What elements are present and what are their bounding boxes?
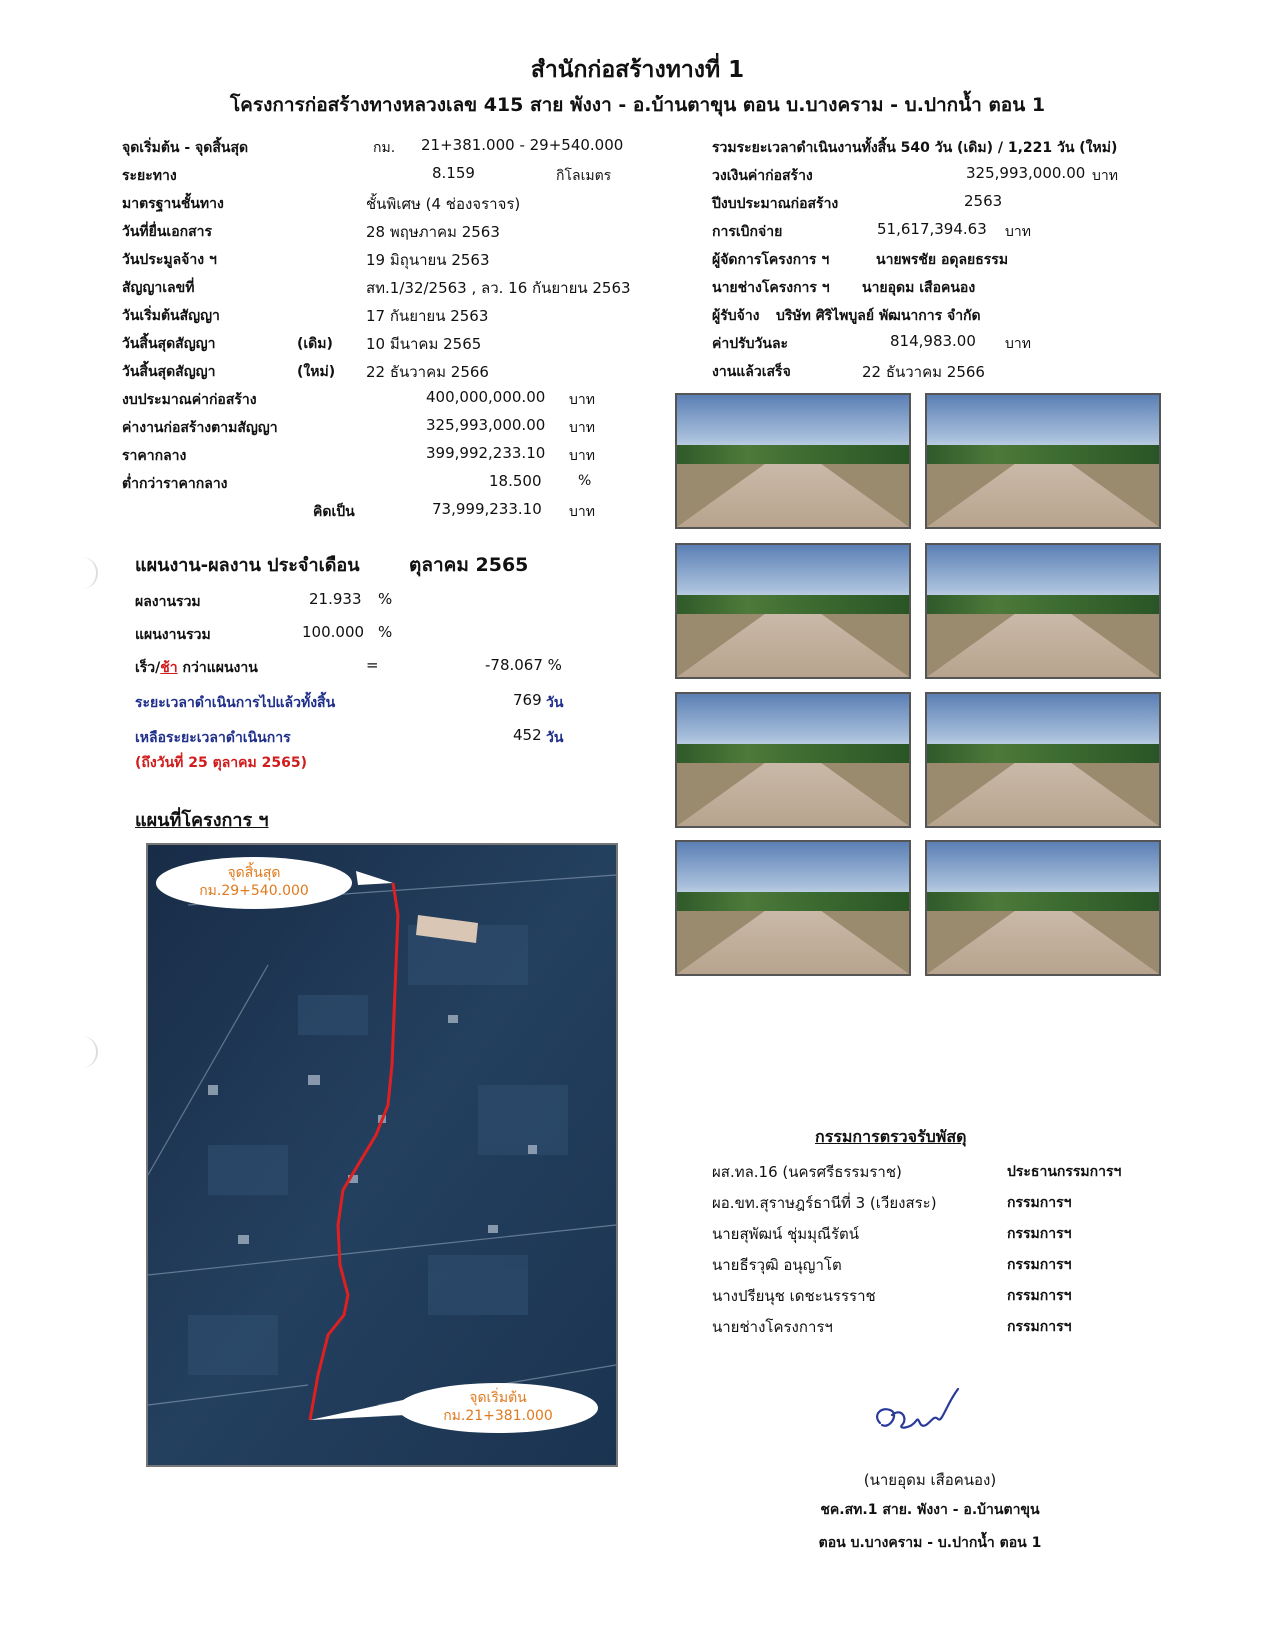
satellite-map-image [148,845,616,1465]
committee-member-name: นางปรียนุช เดชะนรรราช [712,1287,876,1305]
committee-member-role: กรรมการฯ [1007,1257,1072,1273]
right-budget-label: วงเงินค่าก่อสร้าง [712,168,813,184]
contractor-label: ผู้รับจ้าง [712,308,760,324]
map-end-label: จุดสิ้นสุด [227,865,281,881]
progress-heading: แผนงาน-ผลงาน ประจำเดือน [135,555,360,576]
calc-unit: บาท [569,504,595,520]
bid-value: 19 มิถุนายน 2563 [366,251,490,269]
site-photo [675,840,911,976]
committee-heading: กรรมการตรวจรับพัสดุ [815,1127,967,1146]
calc-value: 73,999,233.10 [432,500,542,518]
end-old-label: วันสิ้นสุดสัญญา [122,336,216,352]
contract-value: สท.1/32/2563 , ลว. 16 กันยายน 2563 [366,279,631,297]
submit-value: 28 พฤษภาคม 2563 [366,223,500,241]
budget-unit: บาท [569,392,595,408]
end-new-label: วันสิ้นสุดสัญญา [122,364,216,380]
committee-member-name: นายสุพัฒน์ ชุ่มมุณีรัตน์ [712,1225,860,1243]
end-new-tag: (ใหม่) [297,364,336,380]
submit-label: วันที่ยื่นเอกสาร [122,224,213,240]
fiscal-year-value: 2563 [964,192,1003,210]
manager-label: ผู้จัดการโครงการ ฯ [712,252,830,268]
punch-hole-mark [66,1036,98,1068]
project-title: โครงการก่อสร้างทางหลวงเลข 415 สาย พังงา - อ.บ้านตาขุน ตอน บ.บางคราม - บ.ปากน้ำ ตอน 1 [229,94,1046,116]
completion-label: งานแล้วเสร็จ [712,364,791,380]
punch-hole-mark [66,557,98,589]
engineer-value: นายอุดม เสือคนอง [862,280,976,296]
handwritten-signature [868,1385,968,1445]
start-end-unit: กม. [373,140,396,156]
distance-value: 8.159 [432,164,475,182]
manager-value: นายพรชัย อดุลยธรรม [876,252,1009,268]
actual-unit: % [378,590,393,608]
completion-value: 22 ธันวาคม 2566 [862,363,985,381]
plan-unit: % [378,623,393,641]
plan-label: แผนงานรวม [135,627,211,643]
remaining-label: เหลือระยะเวลาดำเนินการ [135,730,291,746]
distance-unit: กิโลเมตร [556,168,612,184]
elapsed-unit: วัน [546,695,564,711]
map-start-label: จุดเริ่มต้น [469,1390,527,1406]
fine-unit: บาท [1005,336,1031,352]
disbursement-unit: บาท [1005,224,1031,240]
right-budget-value: 325,993,000.00 [966,164,1086,182]
committee-member-role: ประธานกรรมการฯ [1007,1164,1122,1180]
progress-month: ตุลาคม 2565 [409,554,529,576]
distance-label: ระยะทาง [122,168,177,184]
map-start-km: กม.21+381.000 [443,1408,553,1424]
signer-name: (นายอุดม เสือคนอง) [863,1471,997,1489]
committee-member-name: ผส.ทล.16 (นครศรีธรรมราช) [712,1163,902,1181]
project-map [146,843,618,1467]
end-old-tag: (เดิม) [297,336,333,352]
plan-value: 100.000 [302,623,365,641]
bid-label: วันประมูลจ้าง ฯ [122,252,217,268]
map-end-callout [156,857,352,909]
end-new-value: 22 ธันวาคม 2566 [366,363,489,381]
remaining-unit: วัน [546,730,564,746]
committee-member-role: กรรมการฯ [1007,1226,1072,1242]
diff-label-fast: เร็ว/ [135,660,161,676]
site-photo [925,393,1161,529]
contract-cost-value: 325,993,000.00 [426,416,546,434]
diff-value: -78.067 % [485,656,562,674]
map-start-callout [398,1383,598,1433]
fine-value: 814,983.00 [890,332,976,350]
site-photo [925,840,1161,976]
remaining-value: 452 [513,726,542,744]
disbursement-label: การเบิกจ่าย [712,224,783,240]
duration-text: รวมระยะเวลาดำเนินงานทั้งสิ้น 540 วัน (เดิม) / 1,221 วัน (ใหม่) [712,140,1118,156]
site-photo [675,393,911,529]
committee-member-role: กรรมการฯ [1007,1319,1072,1335]
elapsed-label: ระยะเวลาดำเนินการไปแล้วทั้งสิ้น [135,695,336,711]
committee-member-name: นายช่างโครงการฯ [712,1318,833,1336]
diff-label-rest: กว่าแผนงาน [177,660,258,676]
right-budget-unit: บาท [1092,168,1118,184]
median-price-unit: บาท [569,448,595,464]
map-heading: แผนที่โครงการ ฯ [135,810,269,831]
site-photo [675,692,911,828]
fiscal-year-label: ปีงบประมาณก่อสร้าง [712,196,839,212]
contract-cost-label: ค่างานก่อสร้างตามสัญญา [122,420,278,436]
start-date-label: วันเริ่มต้นสัญญา [122,308,220,324]
actual-value: 21.933 [309,590,362,608]
end-old-value: 10 มีนาคม 2565 [366,335,482,353]
committee-member-name: ผอ.ขท.สุราษฎร์ธานีที่ 3 (เวียงสระ) [712,1194,937,1212]
contract-label: สัญญาเลขที่ [122,280,195,296]
below-median-value: 18.500 [489,472,542,490]
fine-label: ค่าปรับวันละ [712,336,789,352]
standard-label: มาตรฐานชั้นทาง [122,196,224,212]
committee-member-role: กรรมการฯ [1007,1195,1072,1211]
signer-position-line1: ชค.สท.1 สาย. พังงา - อ.บ้านตาขุน [820,1502,1040,1518]
start-end-value: 21+381.000 - 29+540.000 [421,136,624,154]
engineer-label: นายช่างโครงการ ฯ [712,280,830,296]
committee-member-role: กรรมการฯ [1007,1288,1072,1304]
start-date-value: 17 กันยายน 2563 [366,307,489,325]
contractor-value: บริษัท ศิริไพบูลย์ พัฒนาการ จำกัด [776,308,981,324]
page-title: สำนักก่อสร้างทางที่ 1 [530,57,745,83]
as-of-date: (ถึงวันที่ 25 ตุลาคม 2565) [135,755,307,771]
committee-member-name: นายธีรวุฒิ อนุญาโต [712,1256,842,1274]
standard-value: ชั้นพิเศษ (4 ช่องจราจร) [366,195,521,213]
budget-label: งบประมาณค่าก่อสร้าง [122,392,257,408]
median-price-label: ราคากลาง [122,448,187,464]
calc-label: คิดเป็น [313,504,355,520]
below-median-label: ต่ำกว่าราคากลาง [122,476,228,492]
contract-cost-unit: บาท [569,420,595,436]
budget-value: 400,000,000.00 [426,388,546,406]
signer-position-line2: ตอน บ.บางคราม - บ.ปากน้ำ ตอน 1 [818,1535,1042,1551]
disbursement-value: 51,617,394.63 [877,220,987,238]
below-median-unit: % [578,473,592,489]
diff-label-slow: ช้า [160,660,178,676]
map-end-km: กม.29+540.000 [199,883,309,899]
elapsed-value: 769 [513,691,542,709]
start-end-label: จุดเริ่มต้น - จุดสิ้นสุด [122,140,249,156]
actual-label: ผลงานรวม [135,594,201,610]
diff-label [135,657,258,679]
median-price-value: 399,992,233.10 [426,444,546,462]
site-photo [925,692,1161,828]
diff-equals: = [366,656,379,674]
site-photo [675,543,911,679]
site-photo [925,543,1161,679]
